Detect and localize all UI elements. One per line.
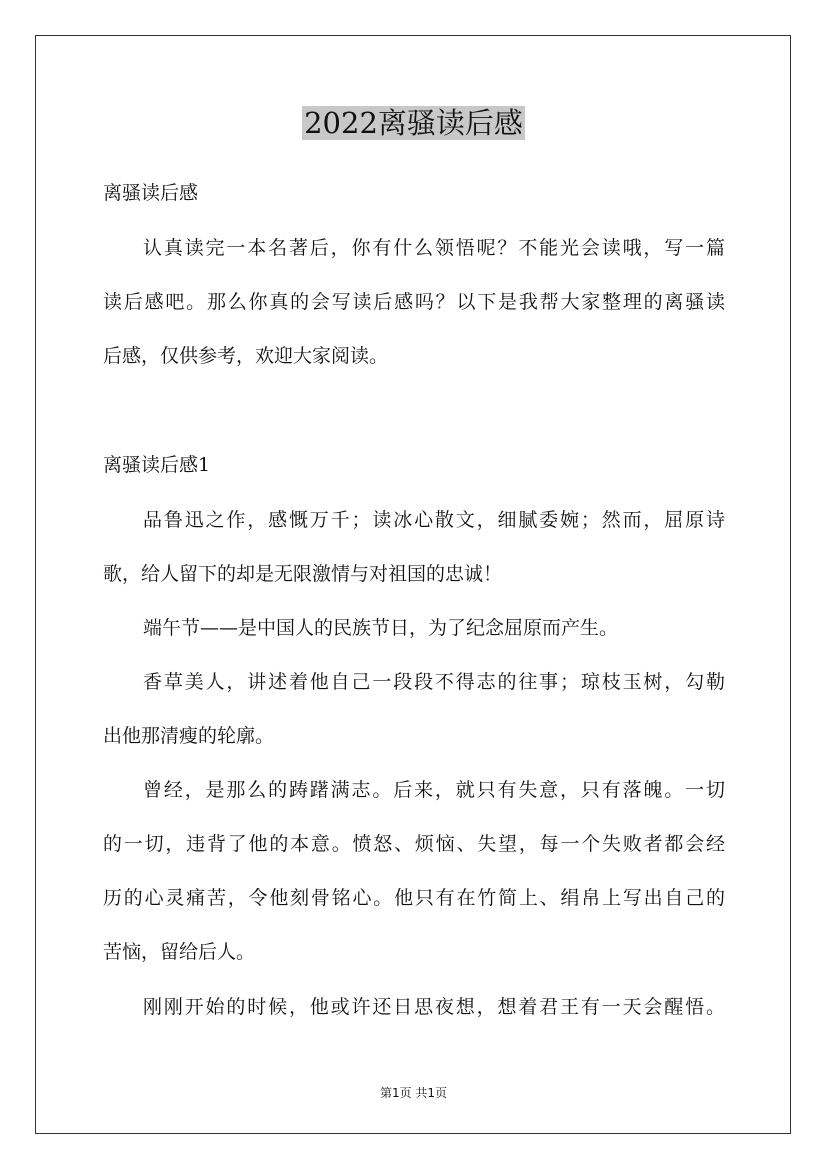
paragraph-line: 歌，给人留下的却是无限激情与对祖国的忠诚！ <box>103 563 503 585</box>
page-footer: 第1页 共1页 <box>379 1086 448 1100</box>
paragraph-line: 端午节——是中国人的民族节日，为了纪念屈原而产生。 <box>143 617 619 639</box>
document-title-text: 2022离骚读后感 <box>304 106 523 140</box>
paragraph-line: 刚刚开始的时候，他或许还日思夜想，想着君王有一天会醒悟。 <box>143 996 725 1018</box>
paragraph-line: 出他那清瘦的轮廓。 <box>103 725 275 747</box>
intro-line: 读后感吧。那么你真的会写读后感吗？以下是我帮大家整理的离骚读 <box>103 291 725 313</box>
paragraph-line: 苦恼，留给后人。 <box>103 941 256 963</box>
section-heading: 离骚读后感1 <box>103 454 211 476</box>
document-title <box>0 104 827 142</box>
paragraph-line: 品鲁迅之作，感慨万千；读冰心散文，细腻委婉；然而，屈原诗 <box>143 509 725 531</box>
intro-line: 认真读完一本名著后，你有什么领悟呢？不能光会读哦，写一篇 <box>143 237 725 259</box>
paragraph-line: 曾经，是那么的踌躇满志。后来，就只有失意，只有落魄。一切 <box>143 779 725 801</box>
paragraph-line: 香草美人，讲述着他自己一段段不得志的往事；琼枝玉树，勾勒 <box>143 671 725 693</box>
paragraph-line: 历的心灵痛苦，令他刻骨铭心。他只有在竹简上、绢帛上写出自己的 <box>103 887 725 909</box>
document-subtitle: 离骚读后感 <box>103 182 199 204</box>
intro-line: 后感，仅供参考，欢迎大家阅读。 <box>103 345 389 367</box>
paragraph-line: 的一切，违背了他的本意。愤怒、烦恼、失望，每一个失败者都会经 <box>103 833 725 855</box>
